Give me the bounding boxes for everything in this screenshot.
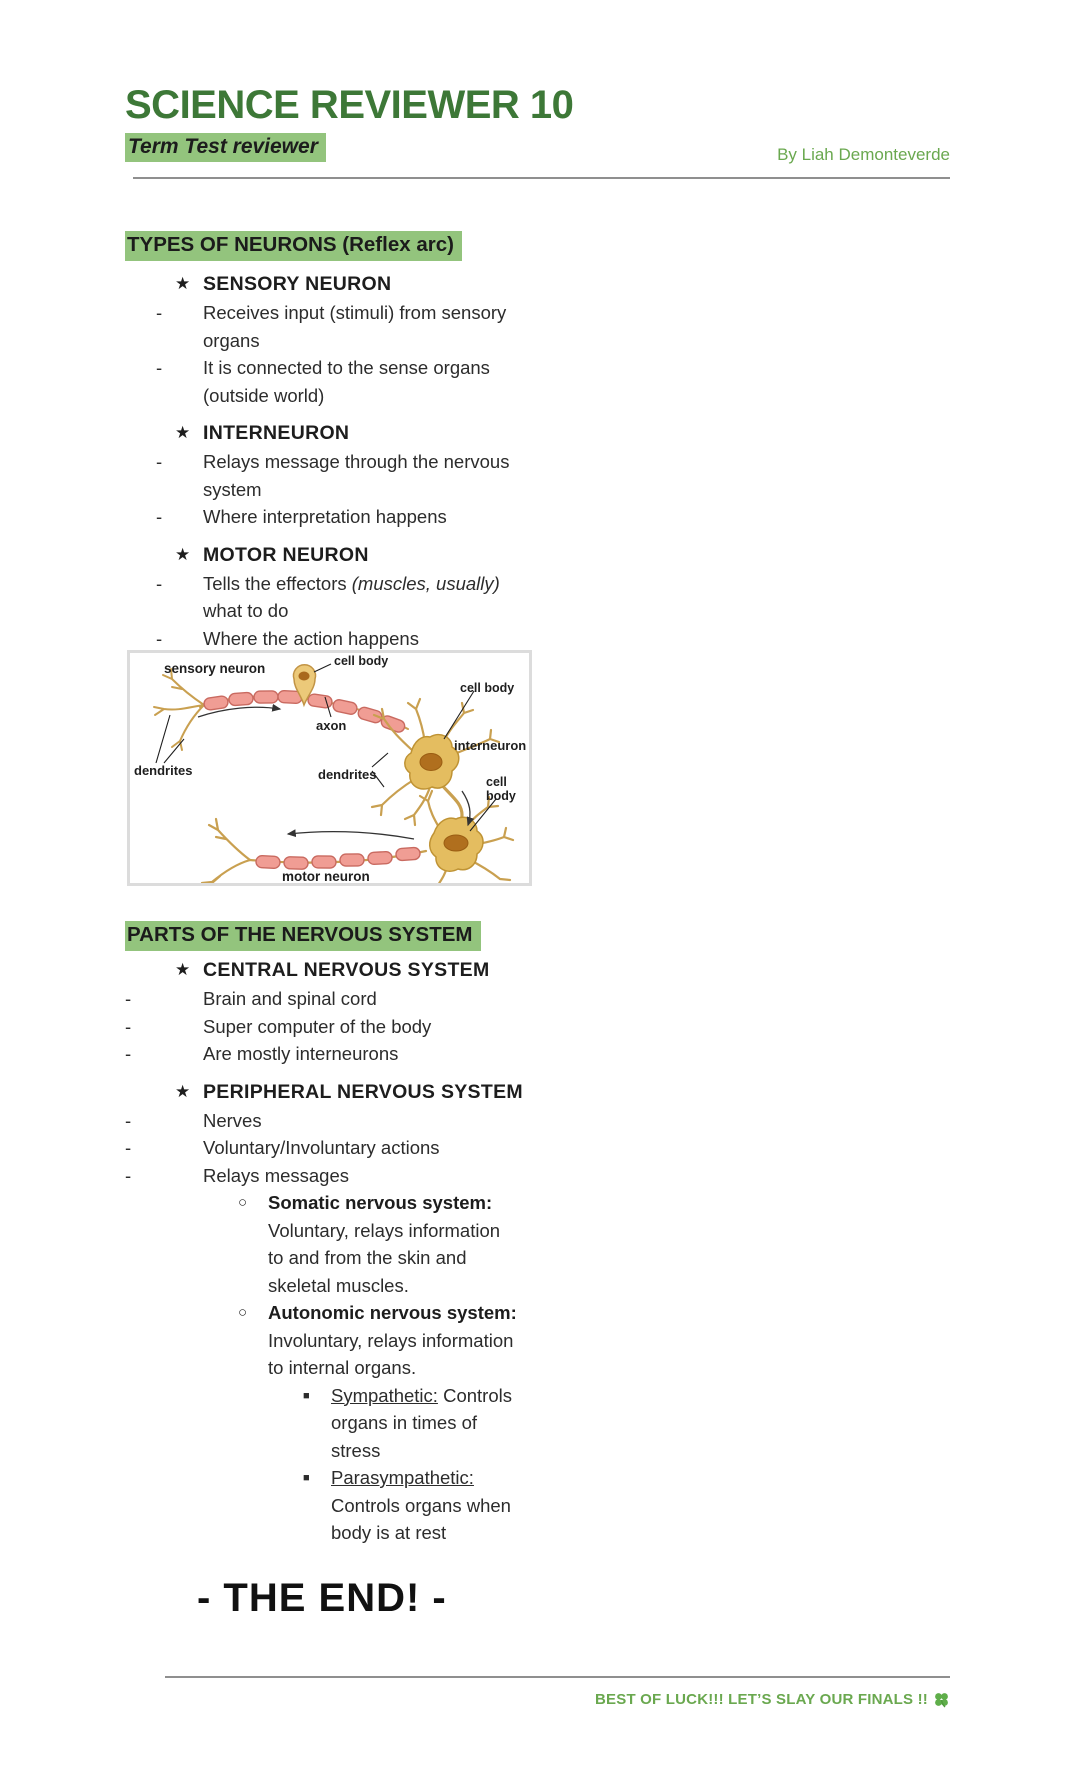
- dash-list-line: [125, 327, 605, 355]
- header-divider: [133, 177, 950, 179]
- label-cell-body-interneuron: cell body: [460, 681, 515, 695]
- circle-list-line: [125, 1217, 605, 1245]
- star-heading-label: SENSORY NEURON: [203, 273, 392, 295]
- text-segment: Nerves: [203, 1109, 262, 1131]
- footer-divider: [165, 1676, 950, 1678]
- myelin-segment: [332, 699, 358, 716]
- star-bullet-icon: ★: [175, 544, 191, 564]
- star-heading-label: PERIPHERAL NERVOUS SYSTEM: [203, 1080, 523, 1103]
- text-segment: skeletal muscles.: [268, 1274, 409, 1296]
- star-heading-item: [125, 955, 605, 985]
- label-interneuron: interneuron: [454, 738, 527, 753]
- circle-list-line: [125, 1272, 605, 1300]
- nucleus: [420, 754, 442, 771]
- circle-list-line: [125, 1299, 605, 1327]
- byline: By Liah Demonteverde: [777, 145, 950, 164]
- label-dendrites-mid: dendrites: [318, 767, 377, 782]
- dash-list-line: [125, 448, 605, 476]
- dash-list-line: [125, 570, 605, 598]
- circle-list-line: [125, 1189, 605, 1217]
- dash-list-line: [125, 503, 605, 531]
- label-axon: axon: [316, 718, 347, 733]
- dash-list-line: [125, 354, 605, 382]
- text-segment: It is connected to the sense organs: [203, 357, 490, 378]
- star-heading-label: INTERNEURON: [203, 422, 350, 444]
- square-bullet-icon: ■: [303, 1389, 310, 1402]
- dash-list-line: [125, 985, 605, 1013]
- dash-bullet-icon: -: [125, 1164, 132, 1186]
- dash-list-line: [125, 625, 605, 653]
- myelin-segment: [307, 693, 332, 708]
- four-leaf-clover-icon: [933, 1691, 950, 1708]
- star-bullet-icon: ★: [175, 1081, 191, 1101]
- dash-list-line: [125, 1040, 605, 1068]
- parts-of-nervous-system-list: [125, 946, 605, 1547]
- dash-bullet-icon: -: [156, 451, 163, 472]
- text-segment: (outside world): [203, 384, 325, 406]
- dash-list-line: [125, 597, 605, 625]
- arrow-left-icon: [288, 832, 414, 839]
- square-list-line: [125, 1409, 605, 1437]
- reflex-arc-figure: [127, 650, 532, 886]
- text-segment: Are mostly interneurons: [203, 1043, 399, 1064]
- square-bullet-icon: ■: [303, 1472, 310, 1484]
- dash-bullet-icon: -: [156, 506, 163, 527]
- myelin-segment: [396, 847, 421, 861]
- star-heading-label: CENTRAL NERVOUS SYSTEM: [203, 959, 490, 981]
- dash-bullet-icon: -: [156, 302, 163, 323]
- star-bullet-icon: ★: [175, 423, 191, 442]
- motor-myelin-chain: [256, 847, 421, 869]
- label-cell-word: cell: [486, 775, 507, 789]
- footer-text: BEST OF LUCK!!! LET’S SLAY OUR FINALS !!: [595, 1691, 928, 1708]
- dash-bullet-icon: -: [156, 572, 163, 594]
- text-segment: Voluntary, relays information: [268, 1219, 501, 1241]
- motor-dendrites: [209, 819, 250, 860]
- square-list-line: [125, 1437, 605, 1465]
- square-list-line: [125, 1492, 605, 1520]
- text-segment: organs: [203, 329, 260, 351]
- myelin-segment: [254, 691, 278, 703]
- circle-bullet-icon: ○: [238, 1194, 248, 1211]
- label-dendrites-left: dendrites: [134, 763, 193, 778]
- section-heading-types-of-neurons: TYPES OF NEURONS (Reflex arc): [125, 231, 462, 261]
- myelin-segment: [229, 692, 254, 706]
- text-segment: Parasympathetic:: [331, 1467, 474, 1488]
- label-motor-neuron: motor neuron: [282, 869, 370, 883]
- dash-bullet-icon: -: [125, 1109, 132, 1131]
- myelin-segment: [256, 855, 281, 868]
- dash-bullet-icon: -: [156, 627, 163, 649]
- dash-list-line: [125, 1134, 605, 1162]
- myelin-segment: [284, 857, 308, 870]
- nucleus: [299, 672, 310, 681]
- footer-message: [595, 1691, 950, 1708]
- myelin-segment: [368, 851, 393, 864]
- dash-list-line: [125, 1013, 605, 1041]
- dash-bullet-icon: -: [125, 1043, 132, 1064]
- text-segment: Relays message through the nervous: [203, 451, 510, 472]
- text-segment: Super computer of the body: [203, 1015, 432, 1037]
- circle-bullet-icon: ○: [238, 1304, 248, 1321]
- circle-list-line: [125, 1327, 605, 1355]
- myelin-segment: [357, 706, 383, 724]
- label-sensory-neuron: sensory neuron: [164, 661, 266, 676]
- text-segment: Sympathetic:: [331, 1384, 438, 1406]
- text-segment: Relays messages: [203, 1164, 350, 1186]
- star-bullet-icon: ★: [175, 274, 191, 293]
- text-segment: Somatic nervous system:: [268, 1192, 493, 1213]
- types-of-neurons-list: [125, 260, 605, 652]
- dash-bullet-icon: -: [125, 1015, 132, 1037]
- text-segment: Tells the effectors: [203, 572, 352, 594]
- myelin-segment: [312, 856, 336, 868]
- dash-bullet-icon: -: [125, 1137, 132, 1158]
- star-bullet-icon: ★: [175, 960, 191, 979]
- text-segment: what to do: [203, 600, 289, 621]
- circle-list-line: [125, 1244, 605, 1272]
- label-body-word: body: [486, 789, 516, 803]
- text-segment: (muscles, usually): [351, 572, 500, 594]
- dash-list-line: [125, 299, 605, 327]
- text-segment: Brain and spinal cord: [203, 988, 377, 1009]
- interneuron-soma: [405, 735, 459, 789]
- text-segment: Involuntary, relays information: [268, 1329, 514, 1351]
- text-segment: Voluntary/Involuntary actions: [203, 1137, 440, 1158]
- star-heading-item: [125, 1077, 605, 1107]
- square-list-line: [125, 1519, 605, 1547]
- text-segment: Controls organs when: [331, 1494, 511, 1516]
- circle-list-line: [125, 1354, 605, 1382]
- text-segment: stress: [331, 1439, 381, 1461]
- text-segment: Receives input (stimuli) from sensory: [203, 302, 507, 323]
- star-heading-label: MOTOR NEURON: [203, 543, 369, 566]
- neuron-diagram: [130, 653, 529, 883]
- page-subtitle: Term Test reviewer: [125, 133, 326, 162]
- dash-list-line: [125, 476, 605, 504]
- star-heading-item: [125, 269, 605, 299]
- text-segment: to internal organs.: [268, 1357, 417, 1378]
- star-heading-item: [125, 418, 605, 448]
- text-segment: Where interpretation happens: [203, 506, 447, 527]
- text-segment: Autonomic nervous system:: [268, 1302, 517, 1323]
- text-segment: body is at rest: [331, 1522, 447, 1543]
- square-list-line: [125, 1464, 605, 1492]
- text-segment: Controls: [437, 1384, 512, 1406]
- nucleus: [444, 835, 468, 851]
- dash-list-line: [125, 1107, 605, 1135]
- text-segment: to and from the skin and: [268, 1247, 467, 1268]
- text-segment: Where the action happens: [203, 627, 419, 649]
- star-heading-item: [125, 540, 605, 570]
- dash-bullet-icon: -: [156, 357, 163, 378]
- the-end-text: - THE END! -: [197, 1576, 447, 1620]
- square-list-line: [125, 1382, 605, 1410]
- myelin-segment: [203, 695, 228, 710]
- page-title: SCIENCE REVIEWER 10: [125, 83, 574, 127]
- text-segment: organs in times of: [331, 1412, 478, 1433]
- myelin-segment: [340, 854, 364, 866]
- text-segment: system: [203, 478, 262, 500]
- label-cell-body-top: cell body: [334, 654, 389, 668]
- dash-list-line: [125, 1162, 605, 1190]
- dash-list-line: [125, 382, 605, 410]
- section-heading-parts-of-nervous-system: PARTS OF THE NERVOUS SYSTEM: [125, 921, 481, 951]
- dash-bullet-icon: -: [125, 988, 132, 1009]
